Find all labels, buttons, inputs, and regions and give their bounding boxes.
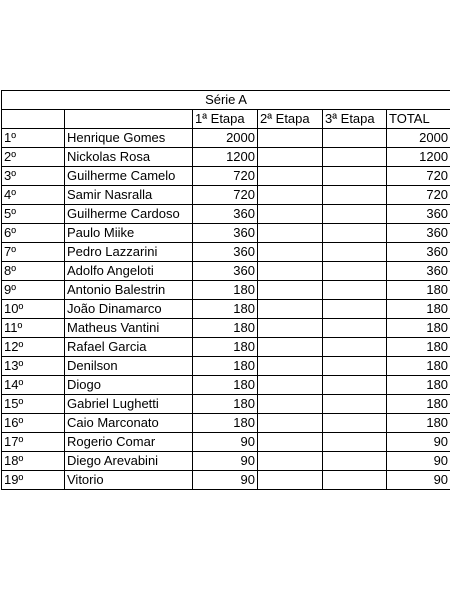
cell-name: Diego Arevabini	[65, 452, 193, 471]
table-row	[2, 471, 450, 490]
table-row	[2, 262, 450, 281]
cell-name: Gabriel Lughetti	[65, 395, 193, 414]
table-row	[2, 452, 450, 471]
cell-total: 180	[387, 395, 450, 414]
cell-stage3	[323, 471, 387, 490]
cell-position: 19º	[2, 471, 65, 490]
series-title-row	[2, 91, 450, 110]
table-row	[2, 281, 450, 300]
cell-total: 360	[387, 205, 450, 224]
cell-stage2	[258, 338, 323, 357]
cell-position: 12º	[2, 338, 65, 357]
cell-position: 9º	[2, 281, 65, 300]
cell-stage2	[258, 205, 323, 224]
cell-stage3	[323, 376, 387, 395]
cell-total: 90	[387, 433, 450, 452]
cell-position: 10º	[2, 300, 65, 319]
header-row	[2, 110, 450, 129]
table-row	[2, 148, 450, 167]
cell-total: 180	[387, 414, 450, 433]
cell-total: 720	[387, 186, 450, 205]
cell-stage1: 720	[193, 167, 258, 186]
ranking-table	[1, 90, 450, 490]
cell-name: Nickolas Rosa	[65, 148, 193, 167]
cell-stage1: 180	[193, 319, 258, 338]
cell-name: Guilherme Camelo	[65, 167, 193, 186]
cell-total: 720	[387, 167, 450, 186]
cell-stage1: 180	[193, 281, 258, 300]
table-row	[2, 376, 450, 395]
cell-stage1: 180	[193, 376, 258, 395]
table-row	[2, 300, 450, 319]
cell-stage3	[323, 205, 387, 224]
cell-position: 3º	[2, 167, 65, 186]
cell-stage3	[323, 300, 387, 319]
cell-position: 17º	[2, 433, 65, 452]
cell-stage1: 360	[193, 243, 258, 262]
cell-stage1: 180	[193, 357, 258, 376]
header-name	[65, 110, 193, 129]
cell-stage3	[323, 357, 387, 376]
cell-name: Vitorio	[65, 471, 193, 490]
cell-name: Matheus Vantini	[65, 319, 193, 338]
cell-position: 14º	[2, 376, 65, 395]
series-title: Série A	[2, 91, 450, 110]
cell-name: Guilherme Cardoso	[65, 205, 193, 224]
cell-stage1: 180	[193, 395, 258, 414]
cell-name: João Dinamarco	[65, 300, 193, 319]
cell-stage1: 180	[193, 338, 258, 357]
cell-stage2	[258, 300, 323, 319]
cell-stage3	[323, 452, 387, 471]
cell-position: 13º	[2, 357, 65, 376]
cell-position: 15º	[2, 395, 65, 414]
cell-stage1: 90	[193, 433, 258, 452]
cell-total: 180	[387, 281, 450, 300]
cell-name: Rogerio Comar	[65, 433, 193, 452]
cell-position: 2º	[2, 148, 65, 167]
cell-stage2	[258, 319, 323, 338]
header-total: TOTAL	[387, 110, 450, 129]
cell-stage2	[258, 281, 323, 300]
cell-stage3	[323, 186, 387, 205]
table-row	[2, 129, 450, 148]
cell-stage3	[323, 319, 387, 338]
cell-position: 18º	[2, 452, 65, 471]
cell-total: 360	[387, 224, 450, 243]
cell-stage1: 180	[193, 300, 258, 319]
cell-stage2	[258, 148, 323, 167]
cell-name: Caio Marconato	[65, 414, 193, 433]
table-row	[2, 395, 450, 414]
cell-total: 180	[387, 338, 450, 357]
cell-stage3	[323, 243, 387, 262]
cell-stage3	[323, 224, 387, 243]
cell-stage2	[258, 471, 323, 490]
cell-stage2	[258, 395, 323, 414]
cell-name: Adolfo Angeloti	[65, 262, 193, 281]
table-row	[2, 338, 450, 357]
cell-stage1: 2000	[193, 129, 258, 148]
cell-total: 1200	[387, 148, 450, 167]
cell-stage1: 90	[193, 452, 258, 471]
cell-stage1: 360	[193, 205, 258, 224]
cell-name: Paulo Miike	[65, 224, 193, 243]
cell-stage3	[323, 262, 387, 281]
cell-stage2	[258, 186, 323, 205]
cell-name: Pedro Lazzarini	[65, 243, 193, 262]
header-stage2: 2ª Etapa	[258, 110, 323, 129]
cell-stage3	[323, 338, 387, 357]
cell-position: 11º	[2, 319, 65, 338]
ranking-table-body	[2, 91, 450, 490]
cell-position: 16º	[2, 414, 65, 433]
cell-position: 6º	[2, 224, 65, 243]
cell-stage1: 90	[193, 471, 258, 490]
table-row	[2, 205, 450, 224]
cell-stage3	[323, 433, 387, 452]
cell-stage1: 180	[193, 414, 258, 433]
cell-stage3	[323, 148, 387, 167]
cell-total: 180	[387, 357, 450, 376]
cell-position: 1º	[2, 129, 65, 148]
header-position	[2, 110, 65, 129]
table-row	[2, 186, 450, 205]
header-stage1: 1ª Etapa	[193, 110, 258, 129]
table-row	[2, 243, 450, 262]
cell-stage3	[323, 129, 387, 148]
cell-stage2	[258, 167, 323, 186]
cell-stage2	[258, 262, 323, 281]
header-stage3: 3ª Etapa	[323, 110, 387, 129]
cell-stage3	[323, 414, 387, 433]
table-row	[2, 319, 450, 338]
cell-stage2	[258, 357, 323, 376]
table-row	[2, 414, 450, 433]
cell-total: 90	[387, 471, 450, 490]
cell-stage3	[323, 281, 387, 300]
cell-stage1: 360	[193, 262, 258, 281]
table-row	[2, 357, 450, 376]
cell-position: 4º	[2, 186, 65, 205]
table-row	[2, 433, 450, 452]
cell-stage2	[258, 224, 323, 243]
cell-total: 2000	[387, 129, 450, 148]
table-row	[2, 167, 450, 186]
cell-stage1: 1200	[193, 148, 258, 167]
cell-position: 5º	[2, 205, 65, 224]
cell-name: Denilson	[65, 357, 193, 376]
cell-stage2	[258, 452, 323, 471]
cell-stage2	[258, 433, 323, 452]
cell-stage2	[258, 243, 323, 262]
cell-stage1: 720	[193, 186, 258, 205]
cell-total: 180	[387, 300, 450, 319]
cell-stage2	[258, 414, 323, 433]
cell-position: 8º	[2, 262, 65, 281]
cell-total: 180	[387, 376, 450, 395]
cell-name: Henrique Gomes	[65, 129, 193, 148]
cell-position: 7º	[2, 243, 65, 262]
cell-name: Antonio Balestrin	[65, 281, 193, 300]
cell-name: Rafael Garcia	[65, 338, 193, 357]
cell-total: 360	[387, 243, 450, 262]
cell-total: 90	[387, 452, 450, 471]
cell-stage1: 360	[193, 224, 258, 243]
cell-total: 360	[387, 262, 450, 281]
cell-total: 180	[387, 319, 450, 338]
cell-stage2	[258, 129, 323, 148]
table-row	[2, 224, 450, 243]
cell-stage3	[323, 167, 387, 186]
cell-stage3	[323, 395, 387, 414]
cell-name: Samir Nasralla	[65, 186, 193, 205]
cell-name: Diogo	[65, 376, 193, 395]
cell-stage2	[258, 376, 323, 395]
